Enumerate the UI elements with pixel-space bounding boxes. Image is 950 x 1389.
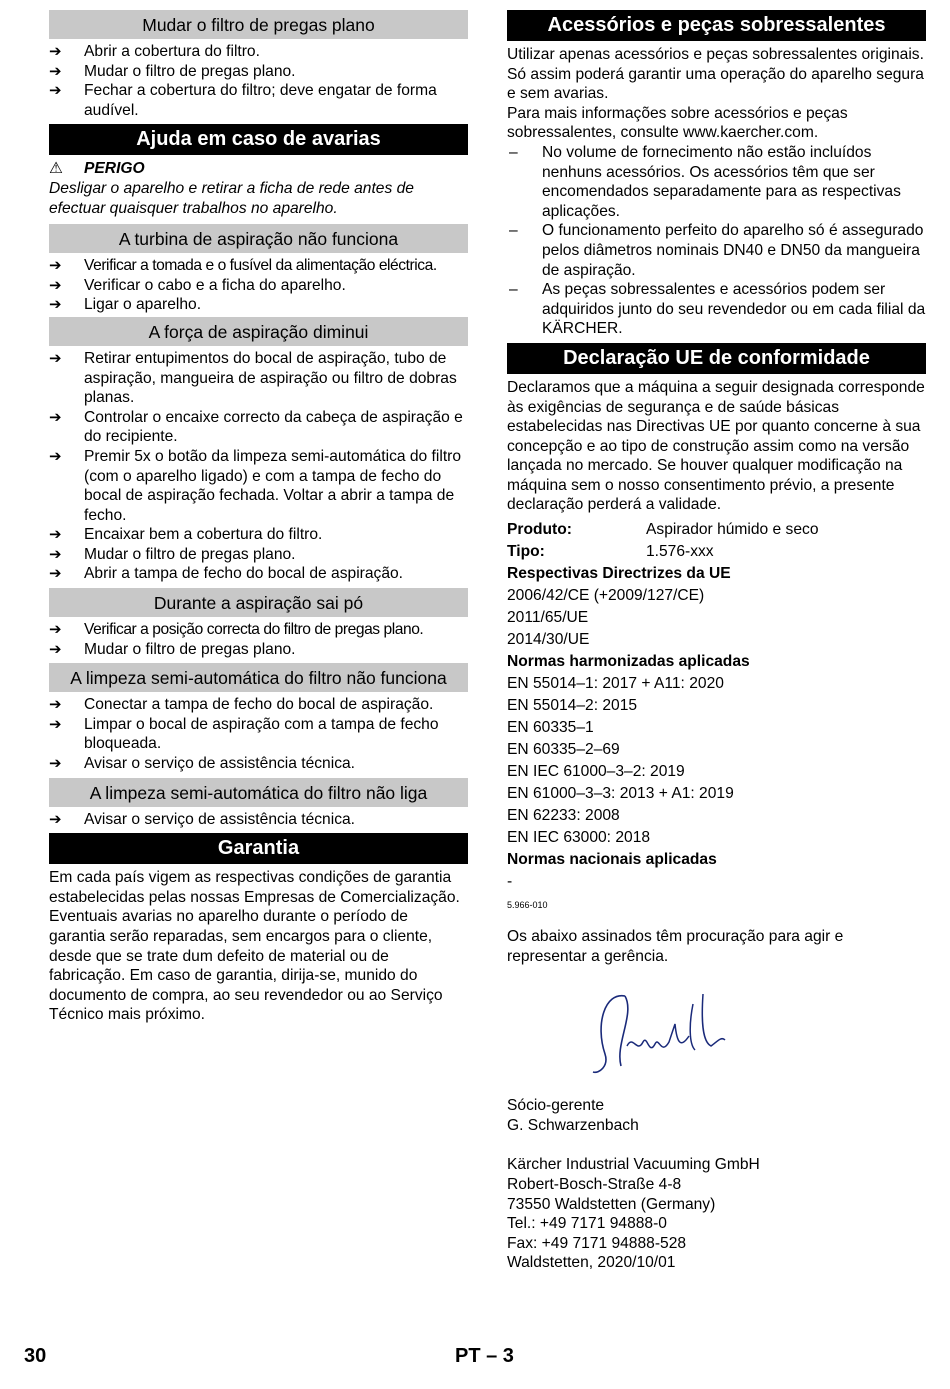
accessories-intro: Utilizar apenas acessórios e peças sobressalentes originais. Só assim poderá garantir uma operação do aparelho segura e sem avarias. <box>507 46 924 103</box>
signature-image <box>585 984 745 1079</box>
arrow-right-icon: ➔ <box>49 544 62 563</box>
arrow-right-icon: ➔ <box>49 407 62 426</box>
arrow-right-icon: ➔ <box>49 42 62 60</box>
company-city: 73550 Waldstetten (Germany) <box>507 1195 716 1213</box>
list-item: ➔ Limpar o bocal de aspiração com a tampa de fecho bloqueada. <box>49 714 439 753</box>
left-column <box>49 10 468 1025</box>
type-row: Tipo: 1.576-xxx <box>507 543 714 561</box>
arrow-right-icon: ➔ <box>49 275 62 294</box>
list-item: ➔ Mudar o filtro de pregas plano. <box>49 61 296 80</box>
section-heading-change-filter: Mudar o filtro de pregas plano <box>49 10 468 39</box>
signer-role: Sócio-gerente <box>507 1097 605 1115</box>
list-item: ➔ Encaixar bem a cobertura do filtro. <box>49 525 323 544</box>
warning-text: Desligar o aparelho e retirar a ficha de rede antes de efectuar quaisquer trabalhos no aparelho. <box>49 179 414 217</box>
list-item: ➔ Controlar o encaixe correcto da cabeça de aspiração e do recipiente. <box>49 407 463 446</box>
company-name: Kärcher Industrial Vacuuming GmbH <box>507 1156 760 1174</box>
dash-bullet: – <box>509 222 518 240</box>
arrow-right-icon: ➔ <box>49 620 62 639</box>
arrow-right-icon: ➔ <box>49 256 62 275</box>
list-item: ➔ Verificar o cabo e a ficha do aparelho. <box>49 275 346 294</box>
list-item: ➔ Verificar a tomada e o fusível da alimentação eléctrica. <box>49 256 437 275</box>
norms-label: Normas harmonizadas aplicadas <box>507 653 750 671</box>
list-item: ➔ Abrir a tampa de fecho do bocal de aspiração. <box>49 564 404 583</box>
section-heading-troubleshooting: Ajuda em caso de avarias <box>49 124 468 155</box>
list-item: ➔ Mudar o filtro de pregas plano. <box>49 544 296 563</box>
place-date: Waldstetten, 2020/10/01 <box>507 1254 676 1272</box>
list-item: ➔ Avisar o serviço de assistência técnica. <box>49 754 355 773</box>
norm-item: EN IEC 61000–3–2: 2019 <box>507 763 685 781</box>
document-number: 5.966-010 <box>507 900 548 911</box>
arrow-right-icon: ➔ <box>49 446 62 465</box>
directive-item: 2011/65/UE <box>507 609 589 627</box>
section-heading-filter-cleaning-off: A limpeza semi-automática do filtro não liga <box>49 778 468 807</box>
declaration-text: Declaramos que a máquina a seguir designada corresponde às exigências de segurança e de saúde básicas estabelecidas nas Directivas UE por quanto concerne à sua concepção e ao tipo de construção assim como na versão lançada no mercado. Se houver qualquer modificação na máquina sem o nosso consentimento prévio, a presente declaração perderá a validade. <box>507 378 925 514</box>
arrow-right-icon: ➔ <box>49 295 62 314</box>
arrow-right-icon: ➔ <box>49 81 62 100</box>
company-fax: Fax: +49 7171 94888-528 <box>507 1234 687 1252</box>
arrow-right-icon: ➔ <box>49 695 62 714</box>
dash-bullet: – <box>509 143 518 161</box>
arrow-right-icon: ➔ <box>49 564 62 583</box>
signer-name: G. Schwarzenbach <box>507 1116 639 1134</box>
arrow-right-icon: ➔ <box>49 639 62 658</box>
list-item: – O funcionamento perfeito do aparelho só é assegurado pelos diâmetros nominais DN40 e DN50 da mangueira de aspiração. <box>509 222 924 279</box>
norm-item: EN 61000–3–3: 2013 + A1: 2019 <box>507 785 734 803</box>
dash-bullet: – <box>509 281 518 299</box>
section-heading-turbine: A turbina de aspiração não funciona <box>49 224 468 253</box>
product-row: Produto: Aspirador húmido e seco <box>507 521 819 539</box>
norm-item: EN 55014–2: 2015 <box>507 697 638 715</box>
norm-item: EN 62233: 2008 <box>507 807 620 825</box>
list-item: ➔ Conectar a tampa de fecho do bocal de aspiração. <box>49 695 434 714</box>
section-heading-suction-power: A força de aspiração diminui <box>49 317 468 346</box>
national-norms-value: - <box>507 873 513 891</box>
directives-label: Respectivas Directrizes da UE <box>507 565 731 583</box>
company-street: Robert-Bosch-Straße 4-8 <box>507 1176 682 1194</box>
section-heading-accessories: Acessórios e peças sobressalentes <box>507 10 926 41</box>
section-marker: PT – 3 <box>455 1345 514 1367</box>
warranty-text: Em cada país vigem as respectivas condições de garantia estabelecidas pelas nossas Empresas de Comercialização. Eventuais avarias no aparelho durante o período de garantia serão reparadas, sem encargos para o cliente, desde que se trate dum defeito de material ou de fabricação. Em caso de garantia, dirija-se, munido do documento de compra, ao seu revendedor ou ao Serviço Técnico mais próximo. <box>49 869 460 1024</box>
company-tel: Tel.: +49 7171 94888-0 <box>507 1215 667 1233</box>
norm-item: EN IEC 63000: 2018 <box>507 829 651 847</box>
warning-icon: ⚠ <box>49 159 63 178</box>
list-item: ➔ Ligar o aparelho. <box>49 295 202 314</box>
national-norms-label: Normas nacionais aplicadas <box>507 851 717 869</box>
section-heading-warranty: Garantia <box>49 833 468 864</box>
arrow-right-icon: ➔ <box>49 714 62 733</box>
directive-item: 2014/30/UE <box>507 631 590 649</box>
list-item: ➔ Mudar o filtro de pregas plano. <box>49 639 296 658</box>
list-item: – No volume de fornecimento não estão incluídos nenhuns acessórios. Os acessórios têm que ser encomendados separadamente para as respectivas aplicações. <box>509 143 901 220</box>
list-item: ➔ Retirar entupimentos do bocal de aspiração, tubo de aspiração, mangueira de aspiração ou filtro de dobras planas. <box>49 348 457 407</box>
arrow-right-icon: ➔ <box>49 525 62 544</box>
accessories-info: Para mais informações sobre acessórios e peças sobressalentes, consulte www.kaercher.com. <box>507 104 848 142</box>
list-item: ➔ Abrir a cobertura do filtro. <box>49 42 260 60</box>
directive-item: 2006/42/CE (+2009/127/CE) <box>507 587 705 605</box>
signers-text: Os abaixo assinados têm procuração para agir e representar a gerência. <box>507 928 844 965</box>
warning-title: PERIGO <box>84 160 145 178</box>
norm-item: EN 60335–1 <box>507 719 594 737</box>
danger-warning <box>49 159 468 218</box>
list-item: – As peças sobressalentes e acessórios podem ser adquiridos junto do seu revendedor ou em cada filial da KÄRCHER. <box>509 281 926 338</box>
section-heading-filter-cleaning: A limpeza semi-automática do filtro não funciona <box>49 663 468 692</box>
list-item: ➔ Premir 5x o botão da limpeza semi-automática do filtro (com o aparelho ligado) e com a tampa de fecho do bocal de aspiração fechada. Voltar a abrir a tampa de fecho. <box>49 446 462 524</box>
arrow-right-icon: ➔ <box>49 754 62 773</box>
list-item: ➔ Avisar o serviço de assistência técnica. <box>49 809 355 828</box>
signature <box>507 966 926 1096</box>
section-heading-dust: Durante a aspiração sai pó <box>49 588 468 617</box>
arrow-right-icon: ➔ <box>49 61 62 80</box>
norm-item: EN 55014–1: 2017 + A11: 2020 <box>507 675 724 693</box>
page-number: 30 <box>24 1345 47 1367</box>
section-heading-eu-declaration: Declaração UE de conformidade <box>507 343 926 374</box>
list-item: ➔ Fechar a cobertura do filtro; deve engatar de forma audível. <box>49 81 437 119</box>
arrow-right-icon: ➔ <box>49 348 62 367</box>
arrow-right-icon: ➔ <box>49 809 62 828</box>
right-column <box>507 10 926 1273</box>
list-item: ➔ Verificar a posição correcta do filtro de pregas plano. <box>49 620 424 639</box>
norm-item: EN 60335–2–69 <box>507 741 620 759</box>
